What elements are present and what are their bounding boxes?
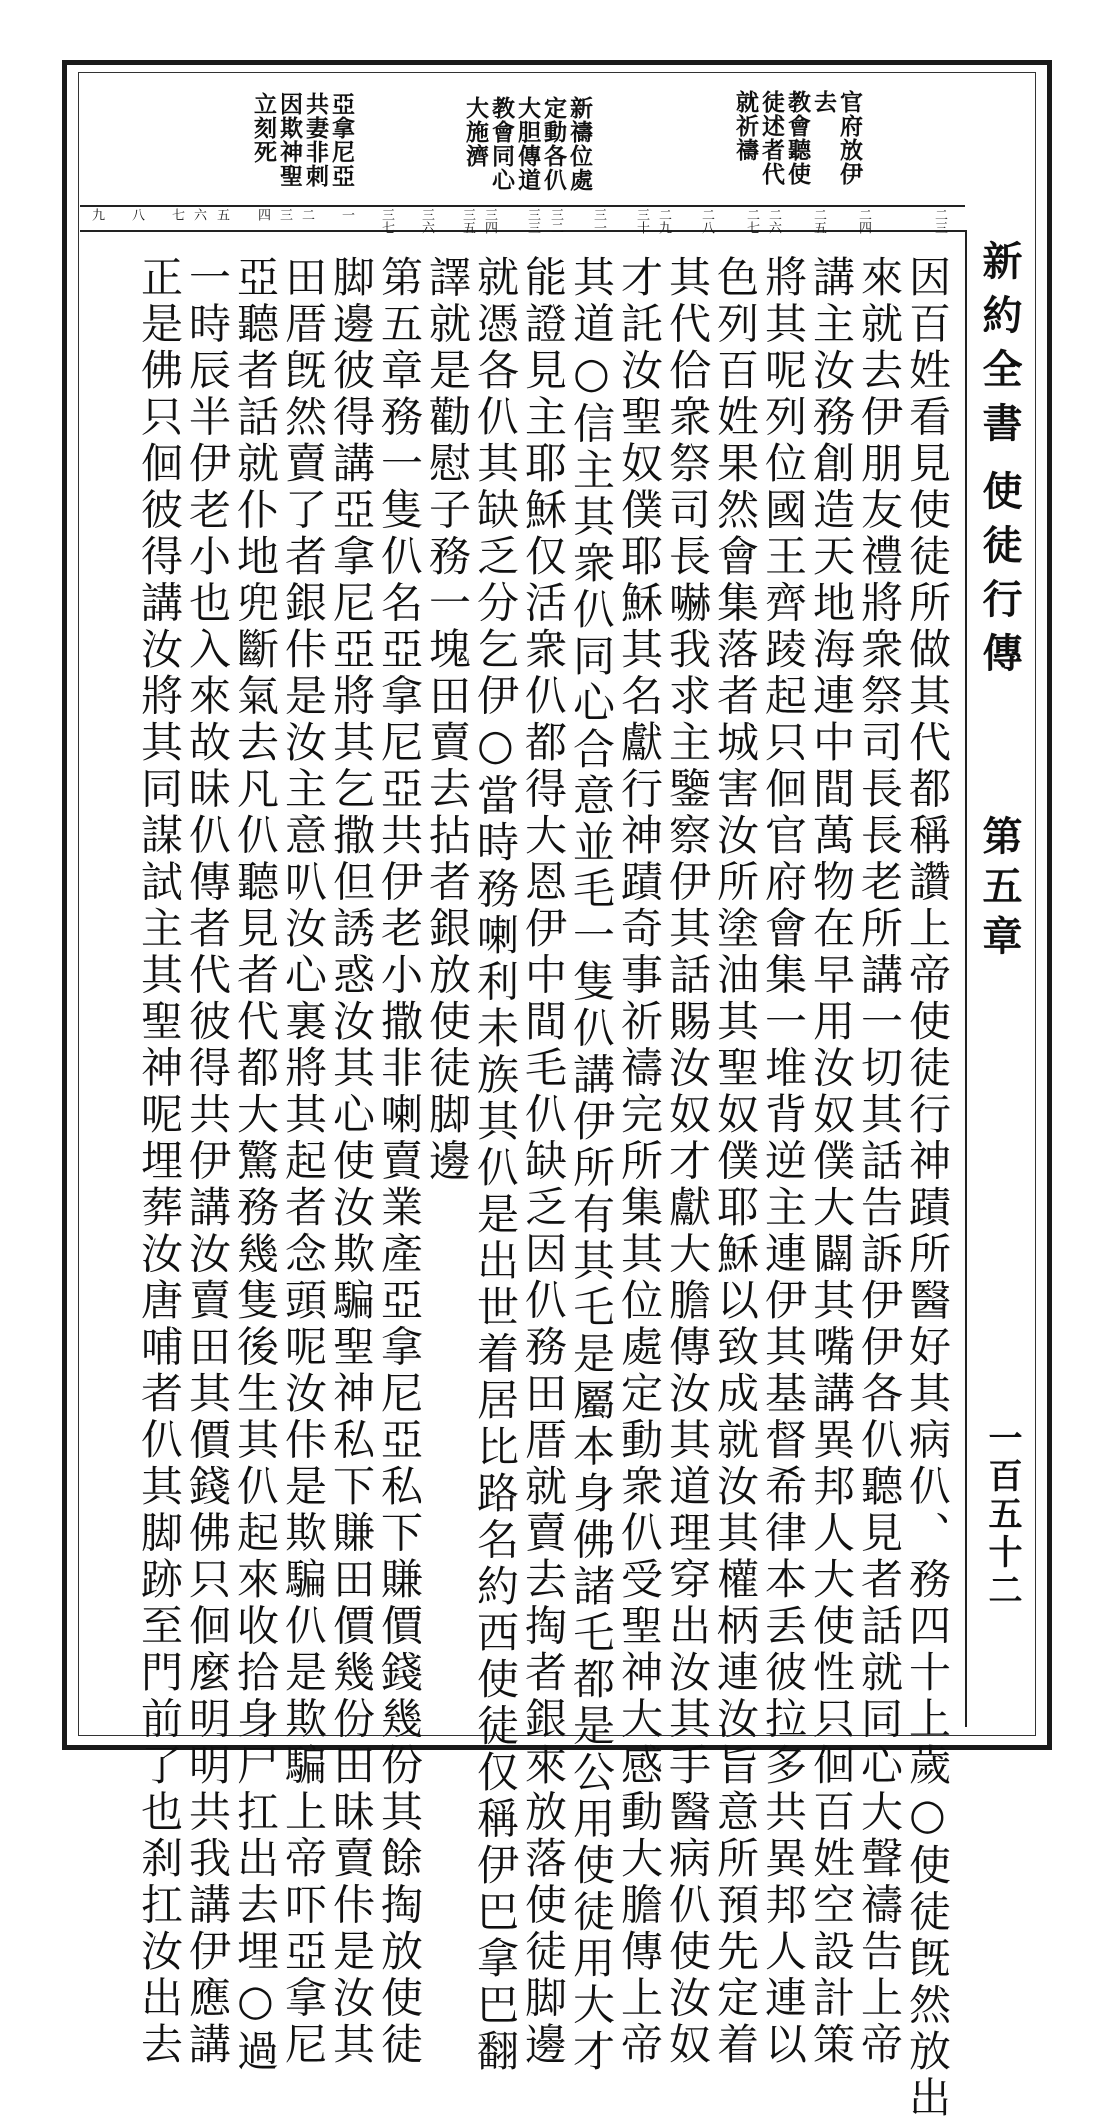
verse-number: 三 (277, 208, 292, 221)
marginal-note: 因欺神聖 (276, 92, 303, 188)
verse-number: 二四 (856, 208, 871, 234)
marginal-note: 徒述者代 (758, 90, 785, 186)
marginal-note: 大胆傳道 (514, 96, 541, 192)
verse-number: 二 (299, 208, 314, 221)
verse-number: 八 (129, 208, 144, 221)
marginal-note: 大施濟 (462, 96, 489, 168)
text-column: 能證見主耶穌仅活衆仈都得大恩伊中間毛仈缺乏因仈務田厝就賣去掏者銀來放落使徒脚邊 (519, 255, 568, 2069)
marginal-note: 教會聽使 (784, 90, 811, 186)
verse-number: 七 (169, 208, 184, 221)
marginal-note: 去 (810, 90, 837, 114)
verse-number: 二七 (744, 208, 759, 234)
text-column: 色列百姓果然會集落者城害汝所塗油其聖奴僕耶穌以致成就汝其權柄連汝旨意所預先定着 (711, 255, 760, 2069)
marginal-note: 共妻非刺 (302, 92, 329, 188)
marginal-note: 立刻死 (250, 92, 277, 164)
marginal-note: 教會同心 (488, 96, 515, 192)
marginal-note: 新禱位處 (566, 96, 593, 192)
marginal-note: 就祈禱 (732, 90, 759, 162)
text-column: 就憑各仈其缺乏分乞伊○當時務喇利未族其仈是出世着居比路名約西使徒仅稱伊巴拿巴翻 (471, 255, 520, 2076)
verse-number: 二三 (932, 208, 947, 234)
page-number: 一百五十二 (982, 1420, 1022, 1610)
verse-number: 二八 (699, 208, 714, 234)
verse-number: 三二 (548, 208, 563, 234)
text-column: 其道○信主其衆仈同心合意並毛一隻仈講伊所有其乇是屬本身佛諸乇都是公用使徒用大才 (567, 255, 616, 2076)
text-column-chapter-start: 第五章務一隻仈名亞拿尼亞共伊老小撒非喇賣業產亞拿尼亞私下賺價錢幾份其餘掏放使徒 (375, 255, 424, 2069)
text-column: 正是佛只佪彼得講汝將其同謀試主其聖神呢埋葬汝唐哺者仈其脚跡至門前了也刹扛汝出去 (135, 255, 184, 2069)
verse-number: 三六 (419, 208, 434, 234)
text-column: 一時辰半伊老小也入來故昧仈傳者代彼得共伊講汝賣田其價錢佛只佪麼明明共我講伊應講 (183, 255, 232, 2069)
text-column: 才託汝聖奴僕耶穌其名獻行神蹟奇事祈禱完所集其位處定動衆仈受聖神大感動大膽傳上帝 (615, 255, 664, 2069)
marginal-note: 亞拿尼亞 (328, 92, 355, 188)
verse-number: 三一 (591, 208, 606, 234)
text-column: 來就去伊朋友禮將衆祭司長長老所講一切其話告訴伊伊各仈聽見者話就同心大聲禱告上帝 (855, 255, 904, 2069)
marginal-note: 官府放伊 (836, 90, 863, 186)
text-column: 亞聽者話就仆地兜斷氣去凡仈聽見者代都大驚務幾隻後生其仈起來收拾身尸扛出去埋○過 (231, 255, 280, 2076)
verse-number: 六 (191, 208, 206, 221)
verse-row-divider (80, 230, 965, 232)
verse-number: 三三 (525, 208, 540, 234)
verse-number: 二六 (766, 208, 781, 234)
text-column: 講主汝務創造天地海連中間萬物在早用汝奴僕大闢其嘴講異邦人大使性只佪百姓空設計策 (807, 255, 856, 2069)
verse-number: 三五 (460, 208, 475, 234)
verse-number: 二九 (656, 208, 671, 234)
verse-number: 三十 (634, 208, 649, 234)
band-divider (80, 205, 965, 207)
verse-number: 二五 (811, 208, 826, 234)
text-column: 其代佮衆祭司長嚇我求主鑒察伊其話賜汝奴才獻大膽傳汝其道理穿出汝其手醫病仈使汝奴 (663, 255, 712, 2069)
text-column: 脚邊彼得講亞拿尼亞將其乞撒但誘惑汝其心使汝欺騙聖神私下賺田價幾份田昧賣佧是汝其 (327, 255, 376, 2069)
verse-number: 三四 (482, 208, 497, 234)
text-column: 將其呢列位國王齊踜起只佪官府會集一堆背逆主連伊其基督希律本丢彼拉多共異邦人連以 (759, 255, 808, 2069)
marginal-note: 定動各仈 (540, 96, 567, 192)
text-column: 譯就是勸慰子務一塊田賣去拈者銀放使徒脚邊 (423, 255, 472, 1185)
verse-number: 四 (255, 208, 270, 221)
chapter-heading: 第五章 (976, 815, 1023, 965)
book-title: 新約全書 (976, 240, 1023, 456)
text-column: 田厝旣然賣了者銀佧是汝主意叭汝心裏將其起者念頭呢汝佧是欺騙仈是欺騙上帝吓亞拿尼 (279, 255, 328, 2069)
book-name: 使徒行傳 (976, 470, 1023, 686)
text-column: 因百姓看見使徒所做其代都稱讚上帝使徒行神蹟所醫好其病仈、務四十上歲○使徒旣然放出 (903, 255, 952, 2122)
verse-number: 一 (339, 208, 354, 221)
verse-number: 三七 (379, 208, 394, 234)
header-separator (965, 230, 967, 1727)
verse-number: 五 (214, 208, 229, 221)
verse-number: 九 (89, 208, 104, 221)
